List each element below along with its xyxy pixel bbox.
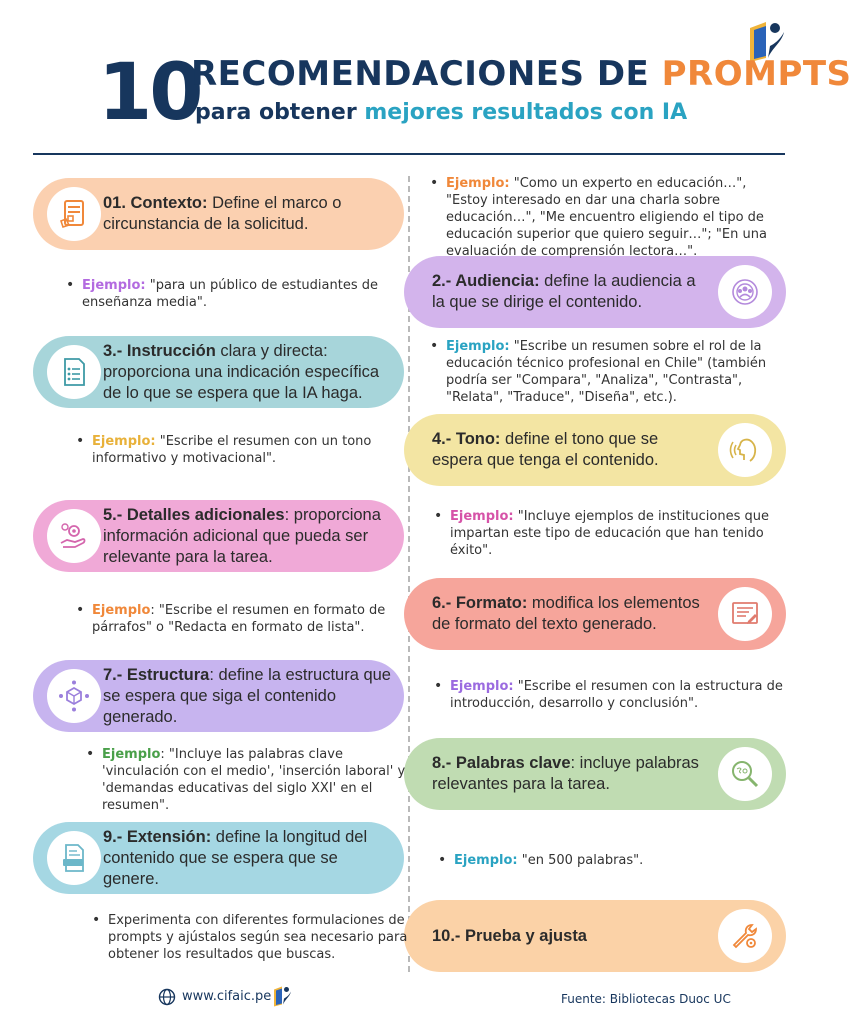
- fact-document-icon: [47, 831, 101, 885]
- document-edit-icon: [718, 587, 772, 641]
- example-extension: • Ejemplo: "en 500 palabras".: [436, 852, 784, 869]
- hand-gear-icon: [47, 509, 101, 563]
- card-title: 6.- Formato:: [432, 594, 528, 612]
- card-desc: : incluye palabras relevantes para la tarea.: [432, 754, 699, 793]
- card-audiencia: [404, 256, 786, 328]
- card-title: 7.- Estructura: [103, 665, 210, 684]
- wrench-gear-icon: [718, 909, 772, 963]
- card-prueba-ajusta: [404, 900, 786, 972]
- card-title: 5.- Detalles adicionales: [103, 505, 285, 524]
- card-desc: Define el marco o circunstancia de la solicitud.: [103, 194, 342, 233]
- speaking-head-icon: [718, 423, 772, 477]
- footer-source: Fuente: Bibliotecas Duoc UC: [561, 992, 731, 1006]
- example-detalles: • Ejemplo: "Incluye ejemplos de instituciones que impartan este tipo de educación que han tenido éxito".: [432, 508, 790, 559]
- header-subtitle: para obtener mejores resultados con IA: [195, 100, 688, 125]
- card-title: 10.- Prueba y ajusta: [432, 926, 587, 945]
- document-form-icon: [47, 187, 101, 241]
- example-contexto: • Ejemplo: "Como un experto en educación…", "Estoy interesado en dar una charla sobre educación…", "Me encuentro eligiendo el tipo de educación superior que quiero seguir…"; "En una evaluación de comprensión lectora…".: [428, 175, 786, 260]
- card-title: 4.- Tono:: [432, 430, 501, 448]
- card-estructura: [33, 660, 404, 732]
- seo-magnifier-icon: [718, 747, 772, 801]
- example-audiencia: • Ejemplo: "para un público de estudiantes de enseñanza media".: [64, 277, 398, 311]
- card-extension: [33, 822, 404, 894]
- header-title: RECOMENDACIONES DE PROMPTS: [191, 54, 852, 94]
- card-desc: : define la estructura que se espera que siga el contenido generado.: [103, 665, 391, 726]
- example-formato: • Ejemplo: "Escribe el resumen en formato de párrafos" o "Redacta en formato de lista".: [74, 602, 408, 636]
- example-palabras-clave: • Ejemplo: "Incluye las palabras clave 'vinculación con el medio', 'inserción laboral' y 'demandas educativas del siglo XXI' en el resumen".: [84, 746, 408, 814]
- example-tono: • Ejemplo: "Escribe el resumen con un tono informativo y motivacional".: [74, 433, 402, 467]
- structure-cube-icon: [47, 669, 101, 723]
- header-divider: [33, 153, 785, 155]
- footer-website-link[interactable]: www.cifaic.pe: [182, 989, 272, 1004]
- card-palabras-clave: [404, 738, 786, 810]
- card-title: 01. Contexto:: [103, 194, 208, 212]
- card-desc: define la audiencia a la que se dirige el contenido.: [432, 272, 696, 311]
- checklist-icon: [47, 345, 101, 399]
- globe-icon: [158, 988, 176, 1006]
- card-tono: [404, 414, 786, 486]
- card-contexto: [33, 178, 404, 250]
- card-desc: clara y directa: proporciona una indicación específica de lo que se espera que la IA haga.: [103, 341, 380, 402]
- audience-target-icon: [718, 265, 772, 319]
- card-desc: define la longitud del contenido que se espera que se genere.: [103, 827, 368, 888]
- header-number: 10: [98, 48, 201, 138]
- card-desc: : proporciona información adicional que pueda ser relevante para la tarea.: [103, 505, 381, 566]
- card-title: 9.- Extensión:: [103, 827, 212, 846]
- card-title: 3.- Instrucción: [103, 341, 216, 360]
- card-detalles: [33, 500, 404, 572]
- cifaic-footer-logo: [272, 984, 292, 1008]
- card-title: 2.- Audiencia:: [432, 272, 540, 290]
- tip-prueba-ajusta: • Experimenta con diferentes formulaciones de prompts y ajústalos según sea necesario para obtener los resultados que buscas.: [90, 912, 412, 963]
- example-estructura: • Ejemplo: "Escribe el resumen con la estructura de introducción, desarrollo y conclusión".: [432, 678, 790, 712]
- card-desc: modifica los elementos de formato del texto generado.: [432, 594, 700, 633]
- card-desc: define el tono que se espera que tenga el contenido.: [432, 430, 659, 469]
- card-title: 8.- Palabras clave: [432, 754, 571, 772]
- example-instruccion: • Ejemplo: "Escribe un resumen sobre el rol de la educación técnico profesional en Chile" (también podría ser "Compara", "Analiza", "Contrasta", "Relata", "Traduce", "Diseña", etc.).: [428, 338, 786, 406]
- card-formato: [404, 578, 786, 650]
- card-instruccion: [33, 336, 404, 408]
